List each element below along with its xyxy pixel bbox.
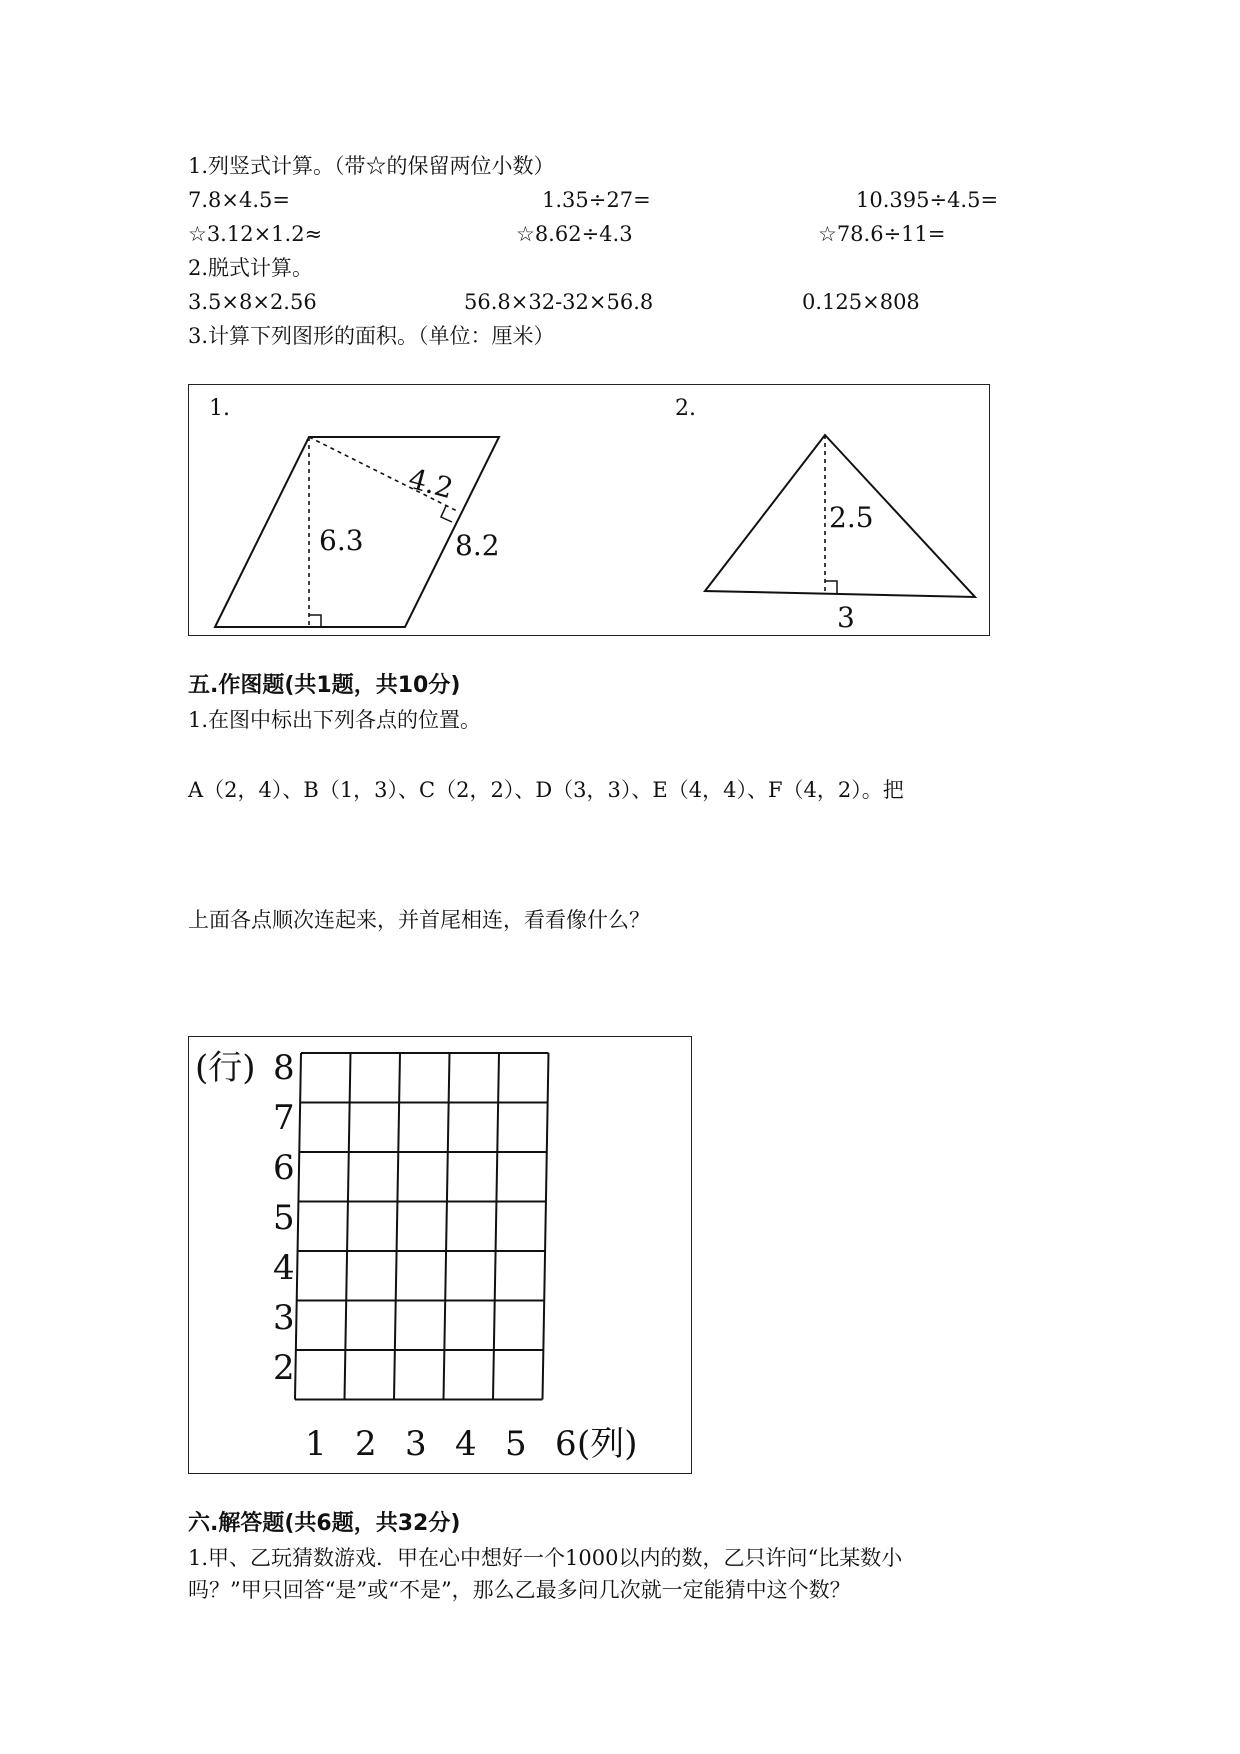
grid-vertical-line [295, 1053, 301, 1400]
right-angle-mark [825, 581, 837, 593]
figure-label-2: 2. [675, 396, 696, 421]
right-angle-mark [441, 506, 452, 522]
calc-item: 3.5×8×2.56 [188, 290, 317, 314]
coordinate-grid-svg [189, 1037, 691, 1473]
area-figure-svg [189, 385, 989, 635]
figure-label-1: 1. [209, 396, 230, 421]
label-side-height: 4.2 [405, 461, 457, 506]
row-label: 4 [273, 1248, 295, 1288]
right-angle-mark [309, 615, 321, 627]
label-side: 8.2 [455, 529, 500, 562]
row-label: 6 [273, 1148, 295, 1188]
row-label: 8 [273, 1048, 295, 1088]
points-instruction-continued: 上面各点顺次连起来，并首尾相连，看看像什么？ [188, 908, 650, 932]
col-axis-label: (列) [577, 1424, 638, 1464]
coordinate-grid-figure [188, 1036, 692, 1474]
col-label: 6 [555, 1424, 577, 1464]
calc-item: 7.8×4.5= [188, 188, 290, 212]
q1-title: 1.列竖式计算。（带☆的保留两位小数） [188, 154, 555, 178]
area-figure [188, 384, 990, 636]
label-triangle-base: 3 [837, 601, 855, 634]
calc-item: 0.125×808 [802, 290, 920, 314]
grid-vertical-line [493, 1053, 499, 1400]
col-label: 4 [455, 1424, 477, 1464]
row-label: 2 [273, 1348, 295, 1388]
question-text: 吗？”甲只回答“是”或“不是”，那么乙最多问几次就一定能猜中这个数？ [188, 1578, 851, 1602]
col-label: 3 [405, 1424, 427, 1464]
section-heading-6: 六.解答题(共6题，共32分) [188, 1511, 461, 1536]
grid-vertical-line [394, 1053, 400, 1400]
question-text: 1.甲、乙玩猜数游戏．甲在心中想好一个1000以内的数，乙只许问“比某数小 [188, 1546, 903, 1570]
calc-item: ☆78.6÷11= [818, 222, 946, 246]
calc-item: ☆3.12×1.2≈ [188, 222, 323, 246]
col-label: 1 [305, 1424, 327, 1464]
calc-item: 56.8×32-32×56.8 [464, 290, 654, 314]
row-label: 5 [273, 1198, 295, 1238]
calc-item: 1.35÷27= [542, 188, 651, 212]
calc-item: 10.395÷4.5= [856, 188, 999, 212]
grid-vertical-line [345, 1053, 351, 1400]
section-heading-5: 五.作图题(共1题，共10分) [188, 673, 461, 698]
q3-title: 3.计算下列图形的面积。（单位：厘米） [188, 324, 555, 348]
q1-title: 1.在图中标出下列各点的位置。 [188, 708, 482, 732]
row-label: 3 [273, 1298, 295, 1338]
q2-title: 2.脱式计算。 [188, 256, 314, 280]
label-height: 6.3 [319, 524, 364, 557]
row-axis-label: (行) [195, 1048, 256, 1088]
grid-vertical-line [444, 1053, 450, 1400]
grid-lines [295, 1053, 549, 1400]
row-label: 7 [273, 1098, 295, 1138]
col-label: 5 [505, 1424, 527, 1464]
calc-item: ☆8.62÷4.3 [516, 222, 633, 246]
label-triangle-height: 2.5 [829, 501, 874, 534]
points-instruction: A（2，4）、B（1，3）、C（2，2）、D（3，3）、E（4，4）、F（4，2）。把 [188, 778, 904, 802]
grid-vertical-line [543, 1053, 549, 1400]
col-label: 2 [355, 1424, 377, 1464]
